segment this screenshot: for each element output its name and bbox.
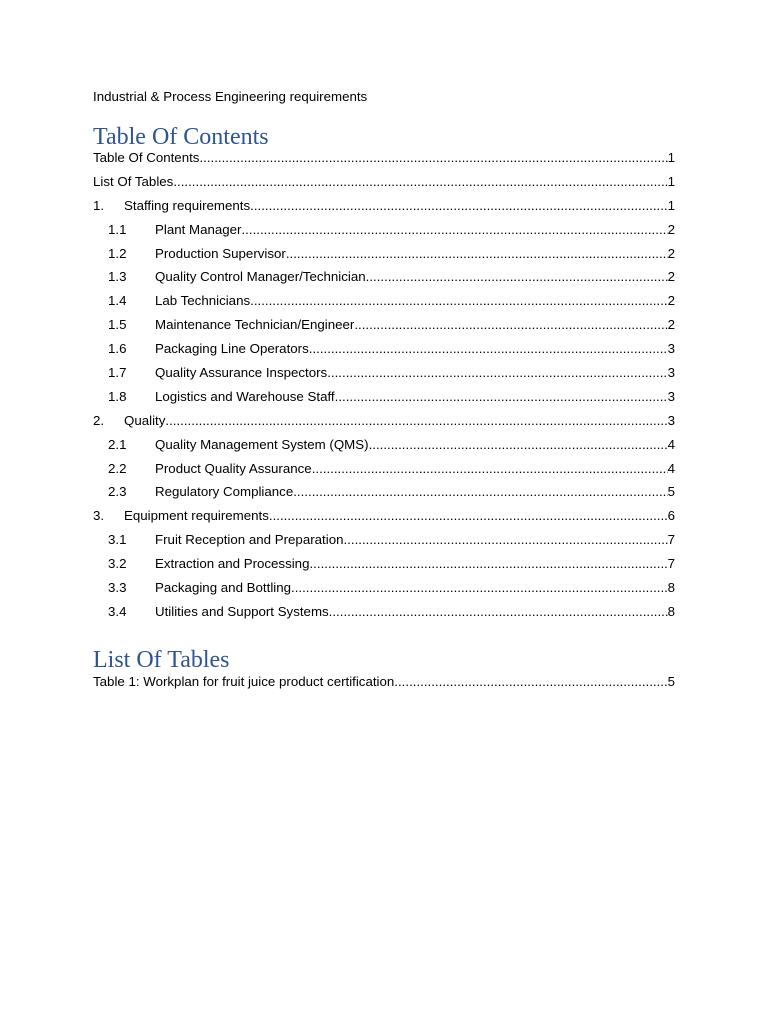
toc-entry-page: 3 <box>667 341 675 357</box>
toc-entry-title: Packaging and Bottling <box>155 580 292 596</box>
toc-entry-list-of-tables[interactable] <box>93 174 675 198</box>
toc-entry-number: 3.4 <box>108 603 127 619</box>
toc-entry-page: 2 <box>667 269 675 285</box>
dot-leader <box>309 556 667 572</box>
toc-entry-number: 1.7 <box>108 365 127 381</box>
toc-entry-number: 1.5 <box>108 317 127 333</box>
toc-entry-production-supervisor[interactable] <box>93 246 675 270</box>
toc-entry-page: 7 <box>667 556 675 572</box>
toc-entry-number: 2. <box>93 412 105 428</box>
toc-entry-title: List Of Tables <box>93 173 174 189</box>
toc-entry-page: 2 <box>667 293 675 309</box>
toc-entry-number: 1.4 <box>108 293 127 309</box>
toc-entry-quality[interactable] <box>93 413 675 437</box>
toc-entry-title: Table Of Contents <box>93 150 200 165</box>
toc-entry-page: 2 <box>667 221 675 237</box>
toc-entry-page: 8 <box>667 580 675 596</box>
toc-entry-page: 1 <box>667 173 675 189</box>
toc-entry-number: 3. <box>93 508 105 524</box>
toc-entry-title: Logistics and Warehouse Staff <box>155 388 335 404</box>
toc-entry-page: 3 <box>667 388 675 404</box>
toc-entry-packaging-bottling[interactable] <box>93 580 675 604</box>
dot-leader <box>335 389 668 405</box>
toc-entry-quality-control-manager[interactable] <box>93 269 675 293</box>
toc-entry-page: 1 <box>667 197 675 213</box>
toc-entry-utilities-support-systems[interactable] <box>93 604 675 628</box>
toc-entry-maintenance-technician[interactable] <box>93 317 675 341</box>
dot-leader <box>354 317 667 333</box>
table-entry-page: 5 <box>667 674 675 689</box>
toc-entry-table-of-contents[interactable] <box>93 150 675 174</box>
toc-entry-title: Lab Technicians <box>155 293 251 309</box>
dot-leader <box>309 341 668 357</box>
toc-entry-number: 3.1 <box>108 532 127 548</box>
toc-entry-title: Quality <box>124 412 166 428</box>
toc-entry-number: 1. <box>93 197 105 213</box>
toc-entry-title: Quality Management System (QMS) <box>155 436 369 452</box>
toc-entry-number: 1.3 <box>108 269 127 285</box>
toc-entry-page: 5 <box>667 484 675 500</box>
dot-leader <box>366 269 668 285</box>
toc-entry-number: 1.8 <box>108 388 127 404</box>
toc-entry-page: 2 <box>667 317 675 333</box>
toc-entry-title: Maintenance Technician/Engineer <box>155 317 355 333</box>
toc-entry-number: 1.1 <box>108 221 127 237</box>
toc-entry-number: 2.1 <box>108 436 127 452</box>
document-header: Industrial & Process Engineering requirements <box>93 89 368 104</box>
toc-entry-plant-manager[interactable] <box>93 222 675 246</box>
table-entry-title: Table 1: Workplan for fruit juice product certification <box>93 674 395 689</box>
toc-entry-title: Production Supervisor <box>155 245 286 261</box>
dot-leader <box>312 461 668 477</box>
toc-entry-title: Quality Assurance Inspectors <box>155 365 328 381</box>
toc-entry-equipment-requirements[interactable] <box>93 508 675 532</box>
toc-entry-number: 2.3 <box>108 484 127 500</box>
dot-leader <box>343 532 667 548</box>
toc-entry-page: 7 <box>667 532 675 548</box>
toc-entry-title: Plant Manager <box>155 221 242 237</box>
toc-entry-page: 3 <box>667 412 675 428</box>
toc-entry-title: Regulatory Compliance <box>155 484 294 500</box>
toc-entry-packaging-line-operators[interactable] <box>93 341 675 365</box>
toc-entry-title: Extraction and Processing <box>155 556 310 572</box>
toc-entry-page: 4 <box>667 460 675 476</box>
toc-entry-title: Product Quality Assurance <box>155 460 312 476</box>
toc-entry-number: 3.3 <box>108 580 127 596</box>
toc-entry-number: 3.2 <box>108 556 127 572</box>
toc-entry-number: 1.6 <box>108 341 127 357</box>
dot-leader <box>165 413 667 429</box>
toc-entry-title: Fruit Reception and Preparation <box>155 532 344 548</box>
dot-leader <box>269 508 668 524</box>
toc-entry-page: 4 <box>667 436 675 452</box>
toc-entry-title: Utilities and Support Systems <box>155 603 329 619</box>
dot-leader <box>394 674 667 690</box>
toc-entry-fruit-reception[interactable] <box>93 532 675 556</box>
list-of-tables-heading: List Of Tables <box>93 647 230 673</box>
toc-entry-number: 1.2 <box>108 245 127 261</box>
table-entry-workplan[interactable] <box>93 674 675 698</box>
dot-leader <box>327 365 667 381</box>
dot-leader <box>286 246 668 262</box>
toc-entry-title: Packaging Line Operators <box>155 341 309 357</box>
dot-leader <box>241 222 667 238</box>
toc-entry-extraction-processing[interactable] <box>93 556 675 580</box>
toc-entry-regulatory-compliance[interactable] <box>93 484 675 508</box>
dot-leader <box>173 174 667 190</box>
dot-leader <box>329 604 668 620</box>
dot-leader <box>293 484 667 500</box>
toc-entry-number: 2.2 <box>108 460 127 476</box>
toc-entry-quality-assurance-inspectors[interactable] <box>93 365 675 389</box>
list-of-tables-list <box>93 674 675 698</box>
toc-entry-staffing-requirements[interactable] <box>93 198 675 222</box>
toc-entry-page: 8 <box>667 603 675 619</box>
dot-leader <box>291 580 668 596</box>
toc-entry-page: 1 <box>667 150 675 165</box>
toc-entry-logistics-warehouse-staff[interactable] <box>93 389 675 413</box>
toc-entry-page: 3 <box>667 365 675 381</box>
toc-entry-page: 2 <box>667 245 675 261</box>
toc-entry-product-quality-assurance[interactable] <box>93 461 675 485</box>
toc-list <box>93 150 675 628</box>
dot-leader <box>250 293 667 309</box>
toc-entry-lab-technicians[interactable] <box>93 293 675 317</box>
dot-leader <box>250 198 667 214</box>
toc-entry-page: 6 <box>667 508 675 524</box>
toc-heading: Table Of Contents <box>93 124 269 150</box>
toc-entry-quality-management-system[interactable] <box>93 437 675 461</box>
toc-entry-title: Quality Control Manager/Technician <box>155 269 366 285</box>
toc-entry-title: Staffing requirements <box>124 197 251 213</box>
dot-leader <box>369 437 668 453</box>
toc-entry-title: Equipment requirements <box>124 508 269 524</box>
dot-leader <box>199 150 667 166</box>
